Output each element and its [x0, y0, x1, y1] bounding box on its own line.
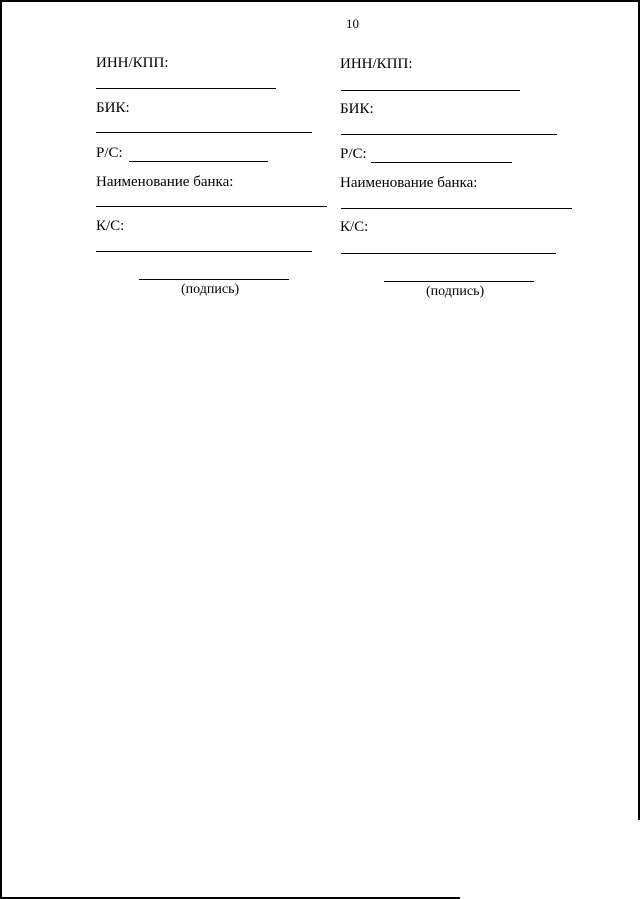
right-inn-label: ИНН/КПП:: [340, 56, 413, 72]
left-bik-label: БИК:: [96, 100, 130, 116]
left-inn-label: ИНН/КПП:: [96, 55, 169, 71]
left-ks-field-line[interactable]: [96, 251, 312, 252]
right-bank-label: Наименование банка:: [340, 175, 478, 191]
right-bik-field-line[interactable]: [341, 134, 557, 135]
scan-border-top: [0, 0, 640, 2]
left-bik-field-line[interactable]: [96, 132, 312, 133]
left-ks-label: К/С:: [96, 218, 125, 234]
left-inn-field-line[interactable]: [96, 88, 276, 89]
page-number: 10: [346, 16, 359, 31]
right-ks-field-line[interactable]: [341, 253, 556, 254]
right-rs-label: Р/С:: [340, 146, 367, 162]
left-signature-line[interactable]: [139, 279, 289, 280]
right-bik-label: БИК:: [340, 101, 374, 117]
right-ks-label: К/С:: [340, 219, 369, 235]
right-bank-field-line[interactable]: [341, 208, 572, 209]
right-signature-caption: (подпись): [426, 284, 485, 299]
right-rs-field-line[interactable]: [371, 162, 512, 163]
left-bank-field-line[interactable]: [96, 206, 327, 207]
left-signature-caption: (подпись): [181, 282, 240, 297]
scan-border-left: [0, 0, 2, 899]
left-rs-field-line[interactable]: [129, 161, 268, 162]
right-signature-line[interactable]: [384, 281, 534, 282]
right-inn-field-line[interactable]: [341, 90, 520, 91]
left-rs-label: Р/С:: [96, 145, 123, 161]
left-bank-label: Наименование банка:: [96, 174, 234, 190]
